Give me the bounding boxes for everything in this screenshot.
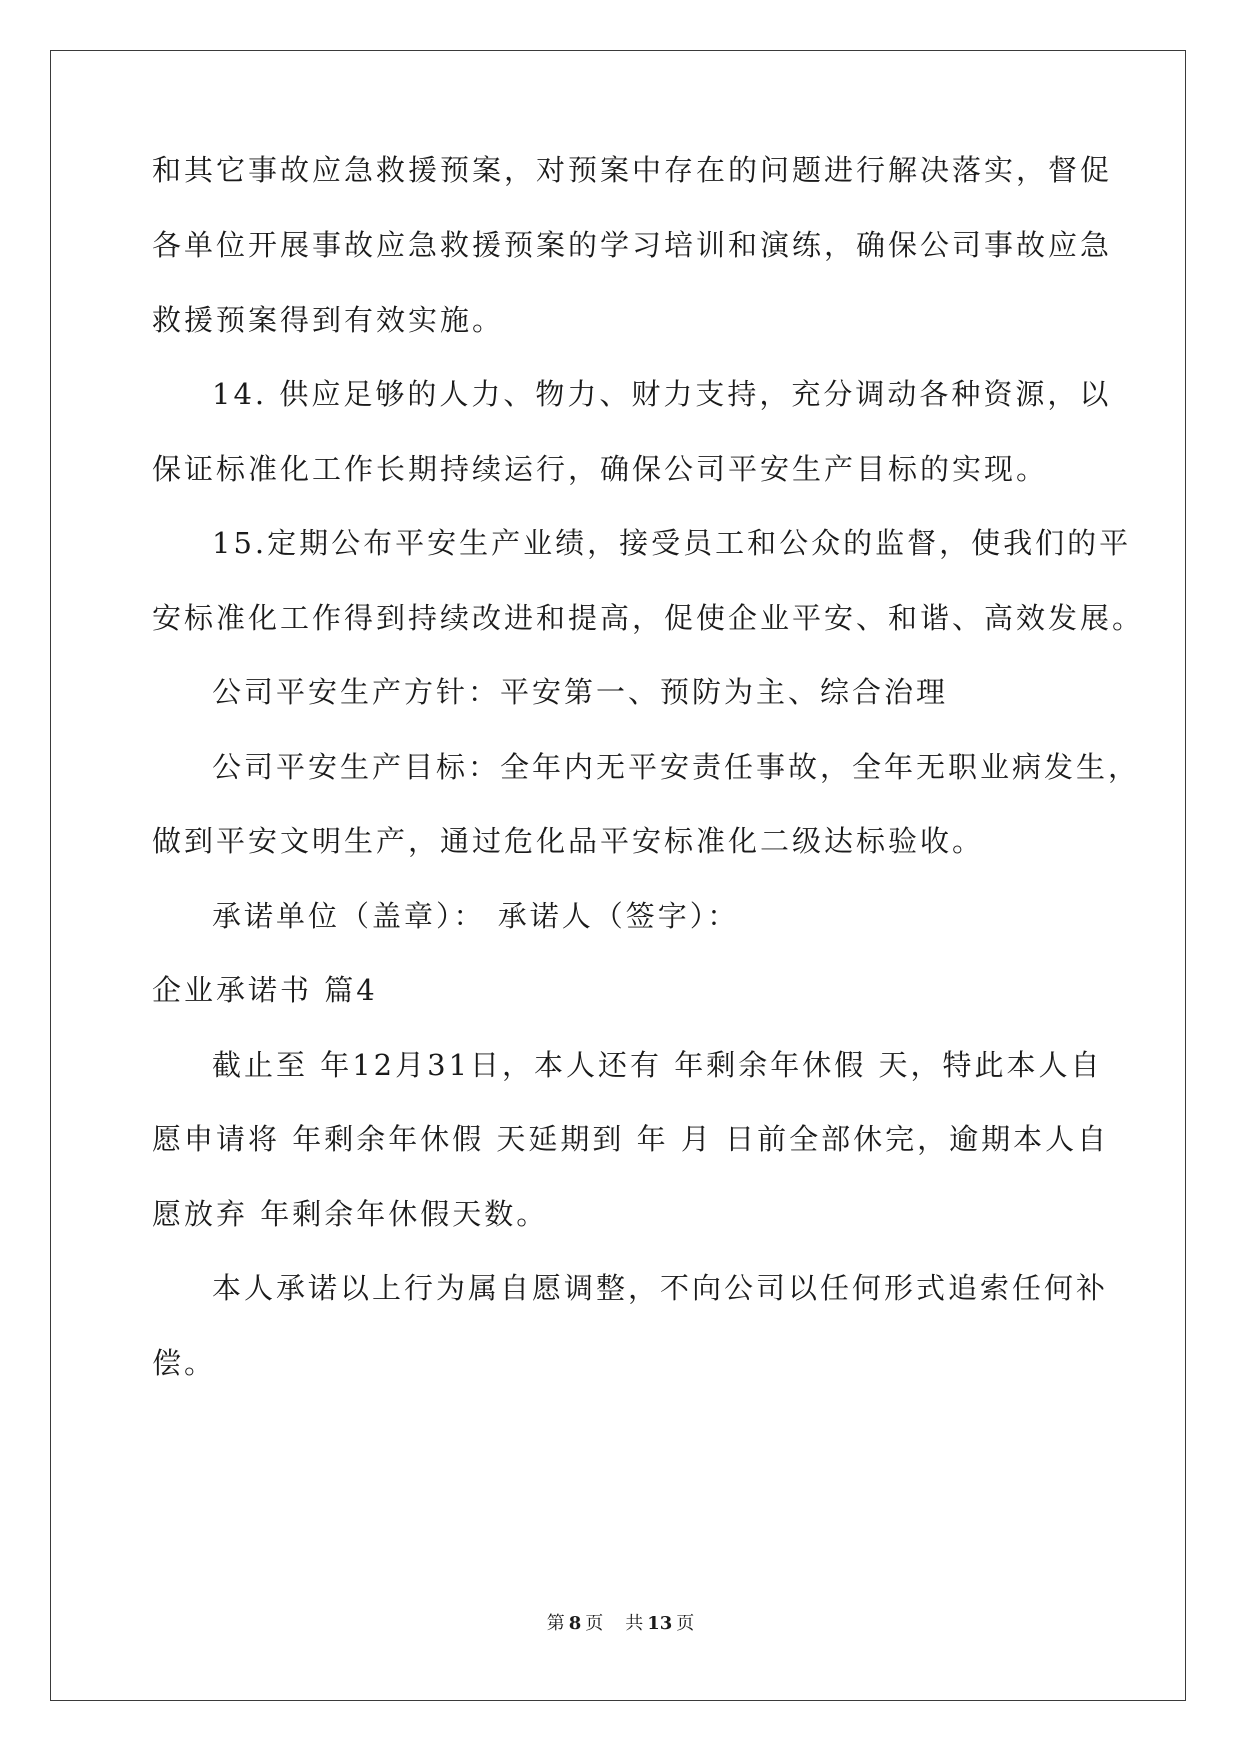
text-line: 愿申请将 年剩余年休假 天延期到 年 月 日前全部休完，逾期本人自 (152, 1122, 1110, 1156)
text-line: 15.定期公布平安生产业绩，接受员工和公众的监督，使我们的平 (212, 526, 1132, 560)
text-line: 各单位开展事故应急救援预案的学习培训和演练，确保公司事故应急 (152, 228, 1113, 262)
text-line: 愿放弃 年剩余年休假天数。 (152, 1197, 549, 1231)
page-suffix: 页 (585, 1613, 604, 1634)
text-line: 救援预案得到有效实施。 (152, 303, 505, 337)
text-line: 偿。 (152, 1346, 217, 1380)
text-line: 安标准化工作得到持续改进和提高，促使企业平安、和谐、高效发展。 (152, 601, 1145, 635)
text-line: 承诺单位（盖章）： 承诺人（签字）： (212, 899, 740, 933)
page-prefix: 第 (546, 1613, 565, 1634)
page-footer (0, 1612, 1241, 1636)
text-line: 公司平安生产方针：平安第一、预防为主、综合治理 (212, 675, 949, 709)
text-line: 14. 供应足够的人力、物力、财力支持，充分调动各种资源，以 (212, 377, 1112, 411)
section-heading: 企业承诺书 篇4 (152, 973, 378, 1007)
text-line: 本人承诺以上行为属自愿调整，不向公司以任何形式追索任何补 (212, 1271, 1109, 1305)
page-number: 8 (568, 1613, 582, 1634)
total-pages: 13 (647, 1613, 673, 1634)
text-line: 做到平安文明生产，通过危化品平安标准化二级达标验收。 (152, 824, 985, 858)
total-prefix: 共 (625, 1613, 644, 1634)
text-line: 和其它事故应急救援预案，对预案中存在的问题进行解决落实，督促 (152, 153, 1113, 187)
text-line: 公司平安生产目标：全年内无平安责任事故，全年无职业病发生， (212, 750, 1141, 784)
text-line: 截止至 年12月31日，本人还有 年剩余年休假 天，特此本人自 (212, 1048, 1103, 1082)
page-border (50, 50, 1186, 1701)
total-suffix: 页 (676, 1613, 695, 1634)
text-line: 保证标准化工作长期持续运行，确保公司平安生产目标的实现。 (152, 452, 1049, 486)
